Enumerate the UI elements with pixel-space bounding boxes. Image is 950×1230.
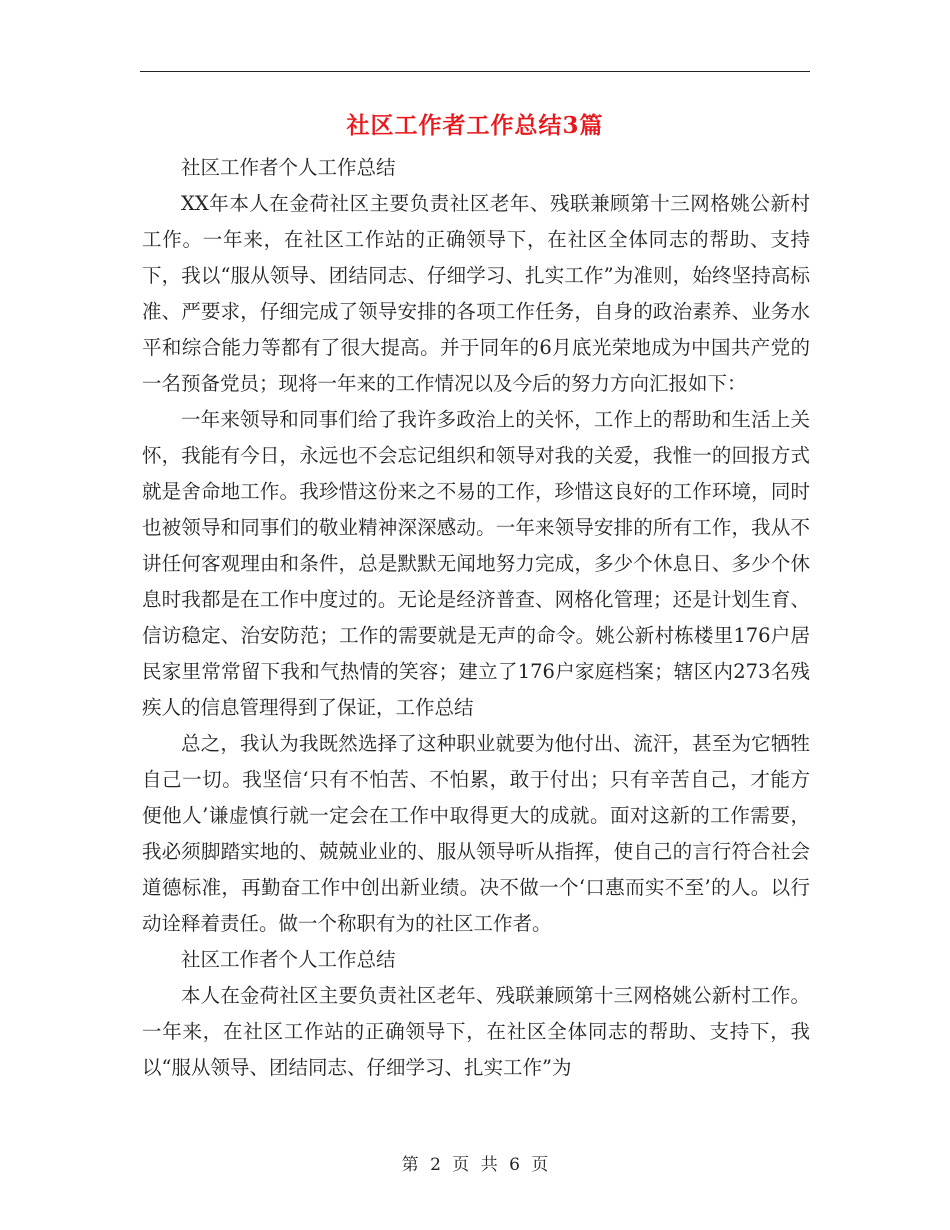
paragraph: 本人在金荷社区主要负责社区老年、残联兼顾第十三网格姚公新村工作。一年来，在社区工作站的正确领导下，在社区全体同志的帮助、支持下，我以“服从领导、团结同志、仔细学习、扎实工作”为 <box>142 984 810 1079</box>
document-title: 社区工作者工作总结3篇 <box>346 112 604 139</box>
document-body <box>142 150 810 1086</box>
paragraph: 总之，我认为我既然选择了这种职业就要为他付出、流汗，甚至为它牺牲自己一切。我坚信‘只有不怕苦、不怕累，敢于付出；只有辛苦自己，才能方便他人’谦虚慎行就一定会在工作中取得更大的成就。面对这新的工作需要，我必须脚踏实地的、兢兢业业的、服从领导听从指挥，使自己的言行符合社会道德标准，再勤奋工作中创出新业绩。决不做一个‘口惠而实不至’的人。以行动诠释着责任。做一个称职有为的社区工作者。 <box>142 732 810 935</box>
page-number-footer: 第 2 页 共 6 页 <box>401 1155 549 1175</box>
section-heading: 社区工作者个人工作总结 <box>181 948 396 971</box>
paragraph: XX年本人在金荷社区主要负责社区老年、残联兼顾第十三网格姚公新村工作。一年来，在社区工作站的正确领导下，在社区全体同志的帮助、支持下，我以“服从领导、团结同志、仔细学习、扎实工作”为准则，始终坚持高标准、严要求，仔细完成了领导安排的各项工作任务，自身的政治素养、业务水平和综合能力等都有了很大提高。并于同年的6月底光荣地成为中国共产党的一名预备党员；现将一年来的工作情况以及今后的努力方向汇报如下： <box>142 192 810 395</box>
header-rule <box>140 71 810 72</box>
paragraph: 一年来领导和同事们给了我许多政治上的关怀，工作上的帮助和生活上关怀，我能有今日，永远也不会忘记组织和领导对我的关爱，我惟一的回报方式就是舍命地工作。我珍惜这份来之不易的工作，珍惜这良好的工作环境，同时也被领导和同事们的敬业精神深深感动。一年来领导安排的所有工作，我从不讲任何客观理由和条件，总是默默无闻地努力完成，多少个休息日、多少个休息时我都是在工作中度过的。无论是经济普查、网格化管理；还是计划生育、信访稳定、治安防范；工作的需要就是无声的命令。姚公新村栋楼里176户居民家里常常留下我和气热情的笑容；建立了176户家庭档案；辖区内273名残疾人的信息管理得到了保证，工作总结 <box>142 408 810 719</box>
section-heading: 社区工作者个人工作总结 <box>181 156 396 179</box>
